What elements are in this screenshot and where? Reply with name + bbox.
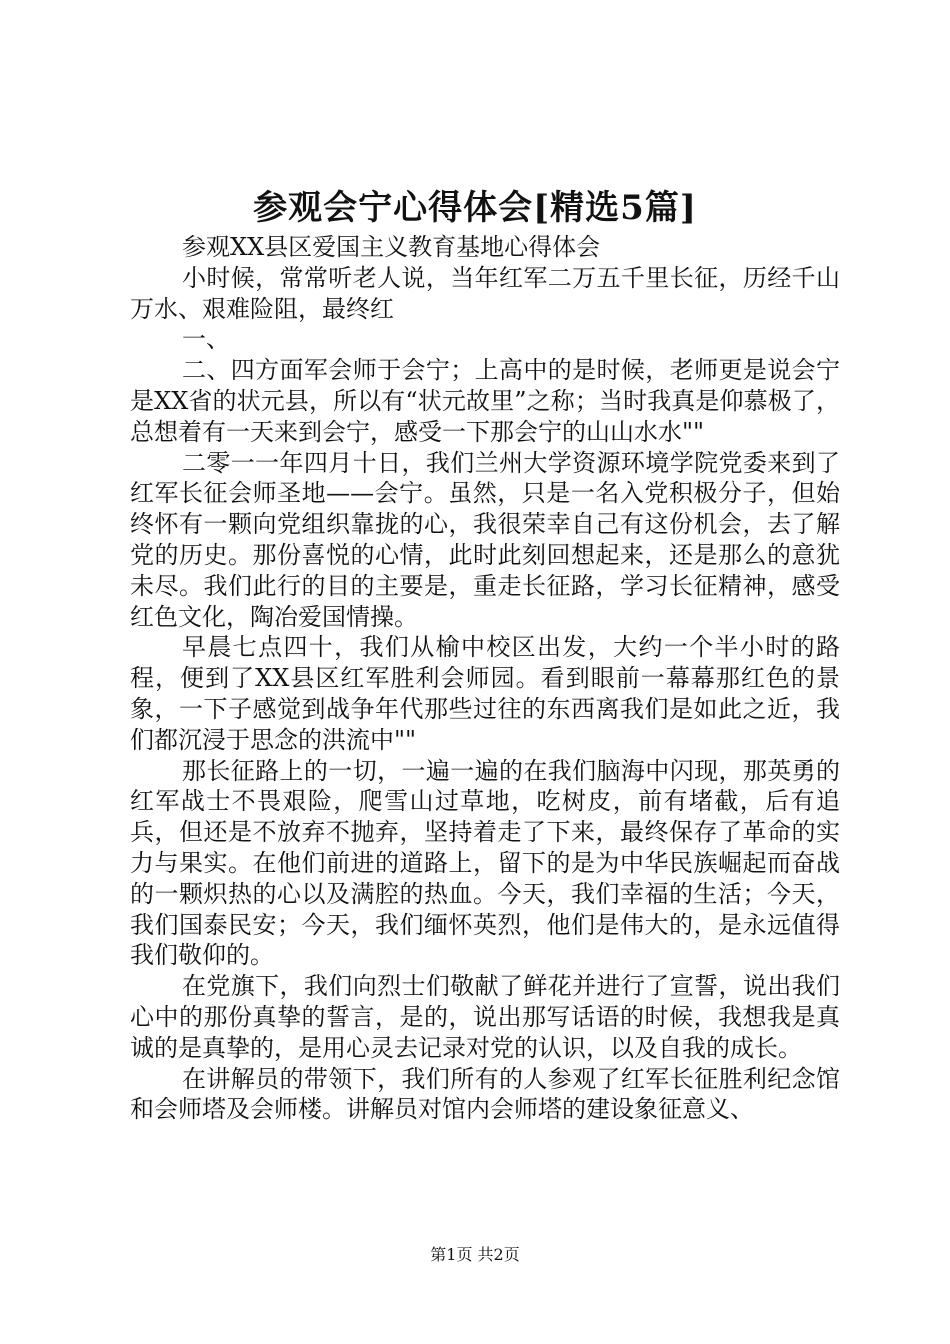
document-body <box>130 232 840 1125</box>
paragraph: 那长征路上的一切，一遍一遍的在我们脑海中闪现，那英勇的红军战士不畏艰险，爬雪山过草地，吃树皮，前有堵截，后有追兵，但还是不放弃不抛弃，坚持着走了下来，最终保存了革命的实力与果实。在他们前进的道路上，留下的是为中华民族崛起而奋战的一颗炽热的心以及满腔的热血。今天，我们幸福的生活；今天，我们国泰民安；今天，我们缅怀英烈，他们是伟大的，是永远值得我们敬仰的。 <box>130 756 840 970</box>
paragraph: 一、 <box>182 325 230 354</box>
page-footer: 第1页 共2页 <box>430 1245 520 1264</box>
paragraph: 在党旗下，我们向烈士们敬献了鲜花并进行了宣誓，说出我们心中的那份真挚的誓言，是的，说出那写话语的时候，我想我是真诚的是真挚的，是用心灵去记录对党的认识，以及自我的成长。 <box>130 972 840 1062</box>
paragraph: 二零一一年四月十日，我们兰州大学资源环境学院党委来到了红军长征会师圣地——会宁。虽然，只是一名入党积极分子，但始终怀有一颗向党组织靠拢的心，我很荣幸自己有这份机会，去了解党的历史。那份喜悦的心情，此时此刻回想起来，还是那么的意犹未尽。我们此行的目的主要是，重走长征路，学习长征精神，感受红色文化，陶冶爱国情操。 <box>130 448 840 631</box>
paragraph: 早晨七点四十，我们从榆中校区出发，大约一个半小时的路程，便到了XX县区红军胜利会师园。看到眼前一幕幕那红色的景象，一下子感觉到战争年代那些过往的东西离我们是如此之近，我们都沉浸于思念的洪流中"" <box>130 633 840 754</box>
document-title: 参观会宁心得体会[精选5篇] <box>253 188 697 228</box>
paragraph: 小时候，常常听老人说，当年红军二万五千里长征，历经千山万水、艰难险阻，最终红 <box>130 263 840 323</box>
paragraph: 在讲解员的带领下，我们所有的人参观了红军长征胜利纪念馆和会师塔及会师楼。讲解员对馆内会师塔的建设象征意义、 <box>130 1064 840 1124</box>
paragraph-subtitle: 参观XX县区爱国主义教育基地心得体会 <box>182 233 601 261</box>
paragraph: 二、四方面军会师于会宁；上高中的是时候，老师更是说会宁是XX省的状元县，所以有“状元故里”之称；当时我真是仰慕极了，总想着有一天来到会宁，感受一下那会宁的山山水水"" <box>130 356 840 446</box>
